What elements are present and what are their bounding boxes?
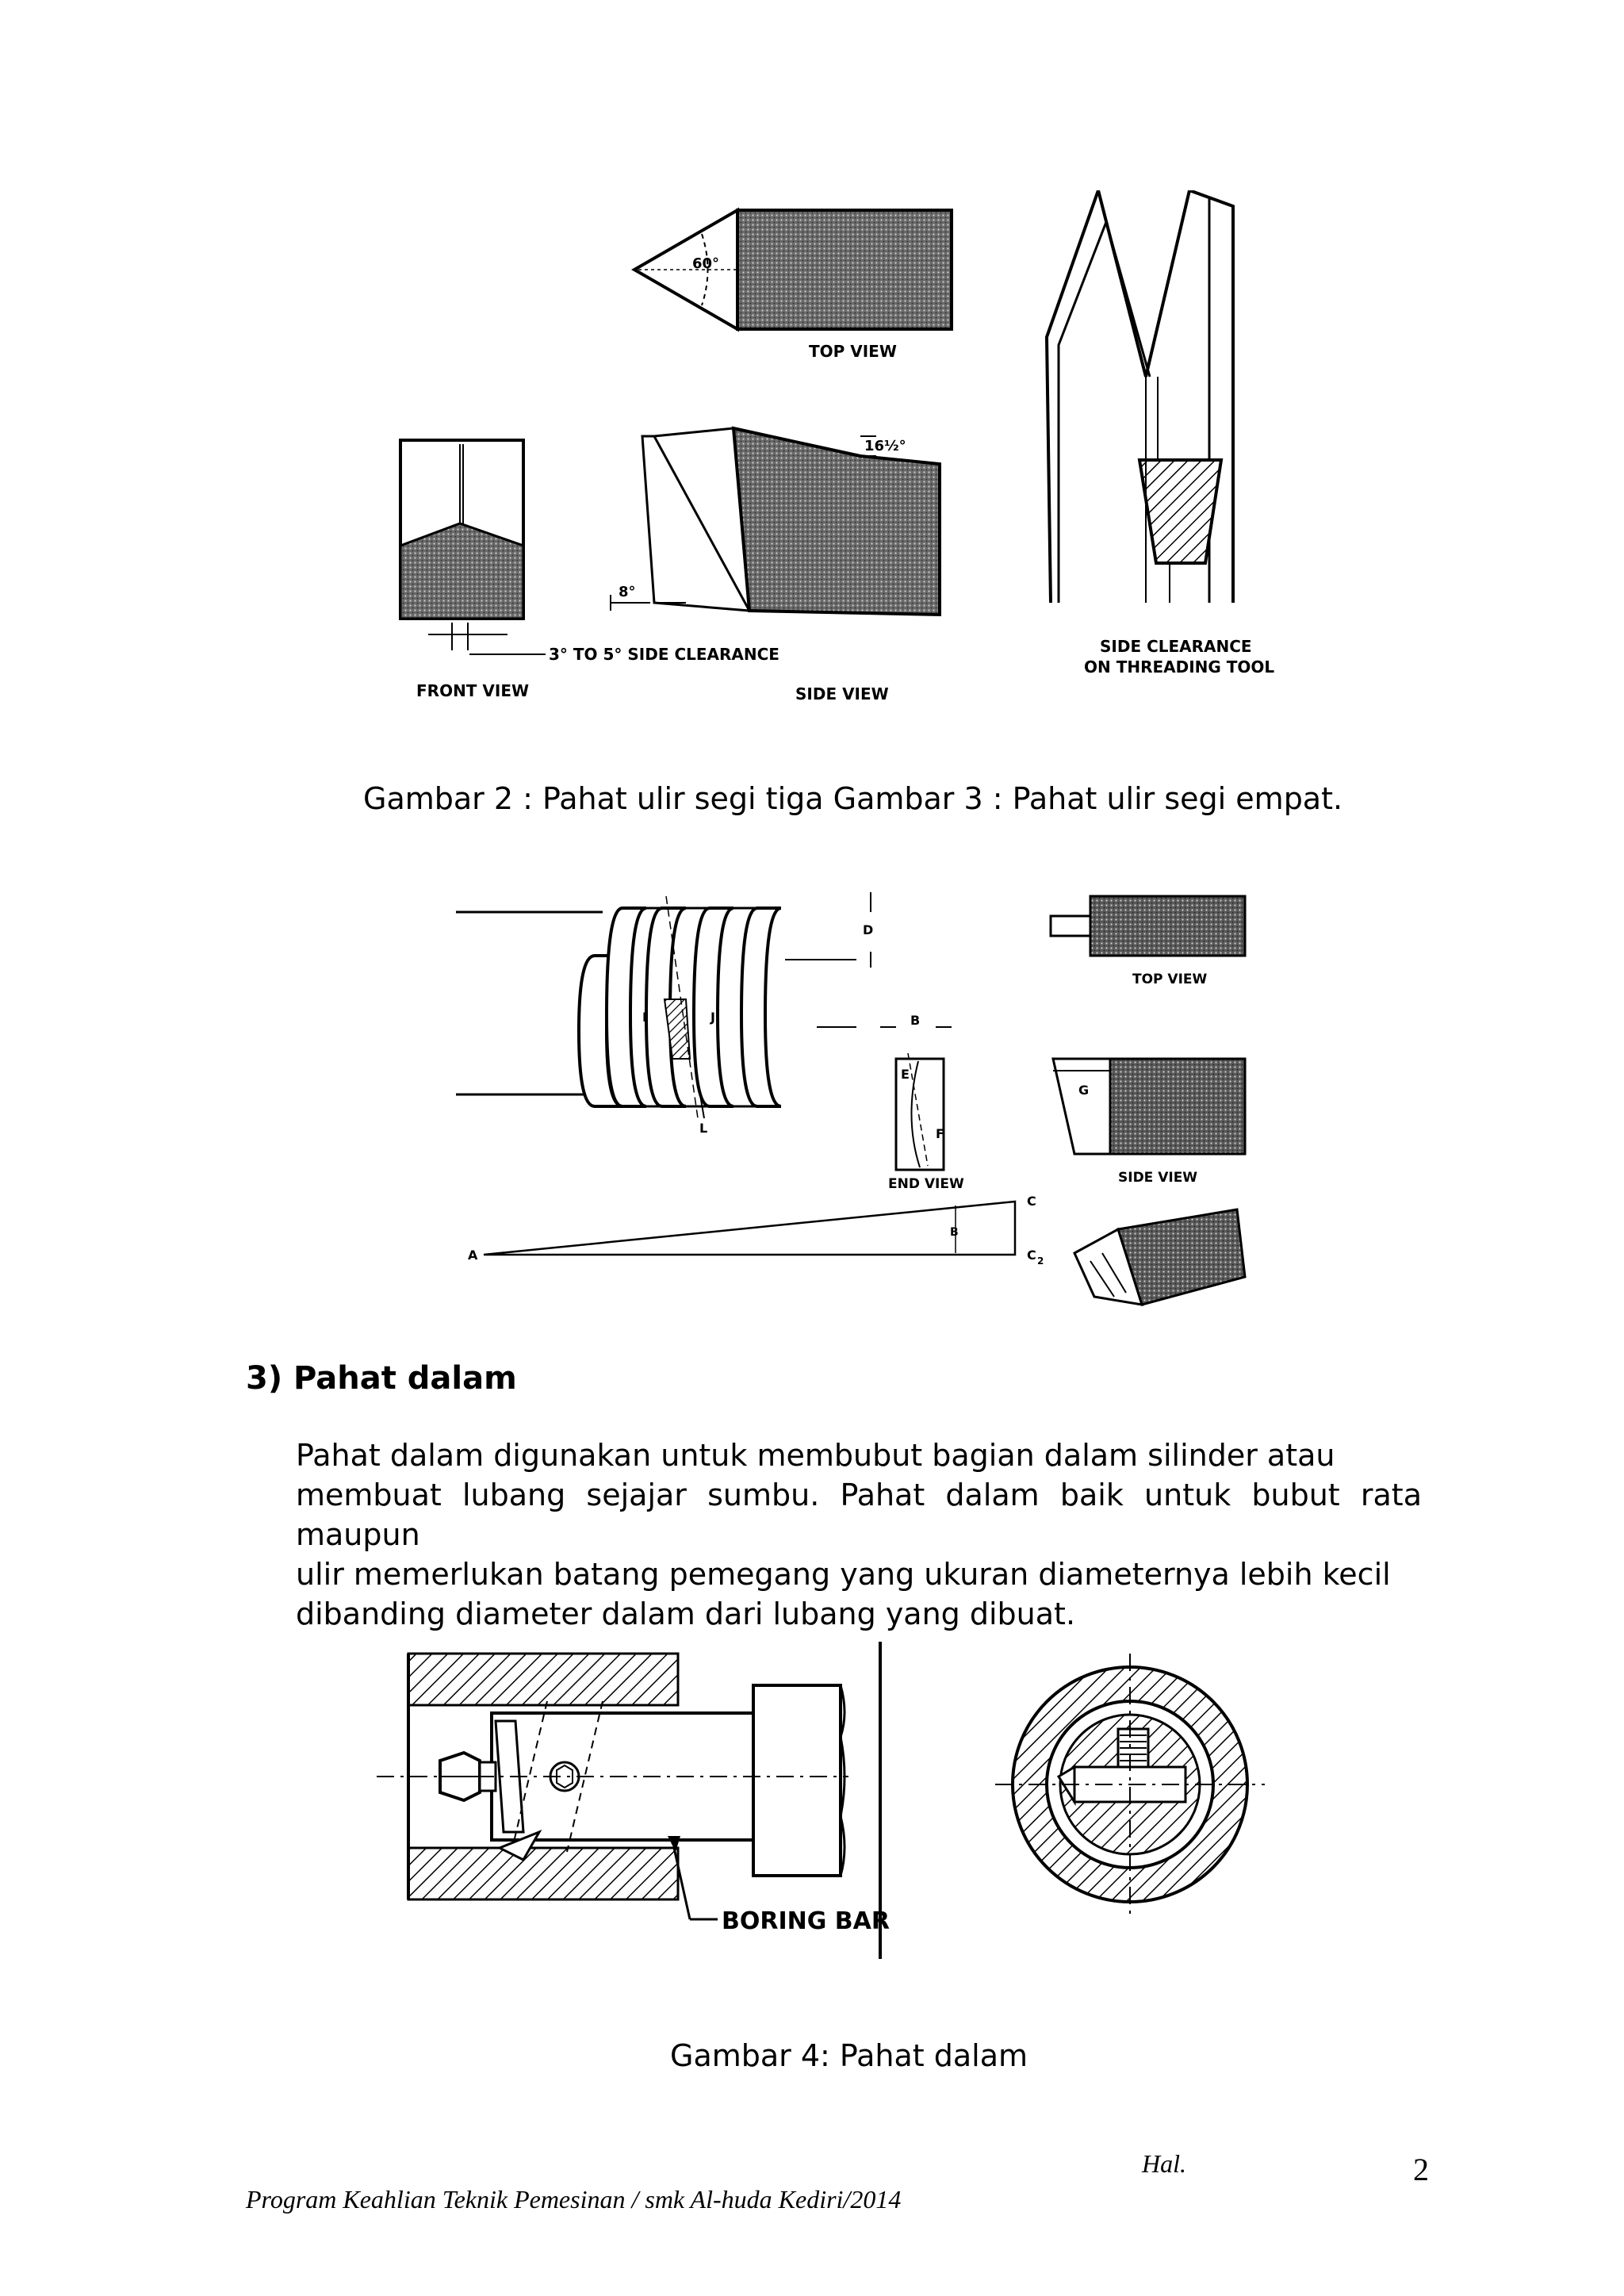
boring-bar-end-section [995, 1654, 1265, 1919]
end-view-drawing [880, 1013, 964, 1192]
footer-hal-label: Hal. [1142, 2149, 1186, 2178]
angle-16-label: 16½° [864, 438, 906, 454]
footer-program-text: Program Keahlian Teknik Pemesinan / smk Al-huda Kediri/2014 [246, 2185, 902, 2214]
figure-square-thread-tool [444, 880, 1277, 1309]
threaded-shaft-drawing [456, 892, 873, 1136]
para-line-4: dibanding diameter dalam dari lubang yang dibuat. [296, 1596, 1076, 1631]
side-clearance-note: 3° TO 5° SIDE CLEARANCE [549, 645, 779, 664]
tool-side-view-label: SIDE VIEW [1118, 1170, 1198, 1186]
helix-angle-wedge [468, 1194, 1044, 1267]
label-b2: B [950, 1226, 959, 1239]
section-paragraph [296, 1435, 1422, 1634]
tool-top-view-drawing [1051, 896, 1245, 987]
tool-isometric-drawing [1074, 1209, 1245, 1305]
figure-boring-bar [373, 1634, 1308, 1967]
threading-tool-drawing [1047, 190, 1274, 677]
label-j: J [710, 1010, 715, 1025]
page-number: 2 [1413, 2152, 1429, 2187]
label-d: D [863, 922, 874, 937]
boring-bar-side-section [377, 1642, 890, 1959]
label-c: C [1027, 1194, 1036, 1209]
threading-label-line2: ON THREADING TOOL [1084, 657, 1275, 677]
para-line-3: ulir memerlukan batang pemegang yang ukuran diameternya lebih kecil [296, 1557, 1391, 1592]
tool-top-view-label: TOP VIEW [1132, 972, 1208, 987]
section-heading: 3) Pahat dalam [246, 1360, 517, 1397]
front-view-label: FRONT VIEW [416, 681, 530, 700]
end-view-label: END VIEW [888, 1176, 964, 1192]
top-view-label: TOP VIEW [809, 342, 897, 361]
label-g: G [1078, 1083, 1090, 1098]
label-b: B [910, 1013, 921, 1028]
label-a: A [468, 1248, 478, 1263]
angle-8-label: 8° [619, 584, 636, 600]
front-view-drawing [400, 440, 529, 700]
caption-figure-4: Gambar 4: Pahat dalam [670, 2038, 1028, 2073]
label-i: I [642, 1010, 647, 1025]
threading-label-line1: SIDE CLEARANCE [1100, 637, 1252, 656]
para-line-1: Pahat dalam digunakan untuk membubut bagian dalam silinder atau [296, 1438, 1335, 1473]
figure-threading-tool-views [381, 190, 1285, 714]
boring-bar-label: BORING BAR [722, 1907, 890, 1935]
label-c2: C [1027, 1248, 1036, 1263]
angle-60-label: 60° [692, 255, 720, 272]
caption-figure-2-3: Gambar 2 : Pahat ulir segi tiga Gambar 3 : Pahat ulir segi empat. [363, 781, 1343, 816]
side-view-label: SIDE VIEW [795, 684, 889, 703]
top-view-drawing [634, 210, 952, 361]
label-e: E [901, 1067, 910, 1082]
label-l: L [699, 1121, 708, 1136]
label-c2-subscript: 2 [1037, 1255, 1044, 1267]
tool-side-view-drawing [1053, 1059, 1245, 1186]
label-f: F [936, 1126, 944, 1141]
para-line-2: membuat lubang sejajar sumbu. Pahat dalam baik untuk bubut rata maupun [296, 1478, 1422, 1552]
